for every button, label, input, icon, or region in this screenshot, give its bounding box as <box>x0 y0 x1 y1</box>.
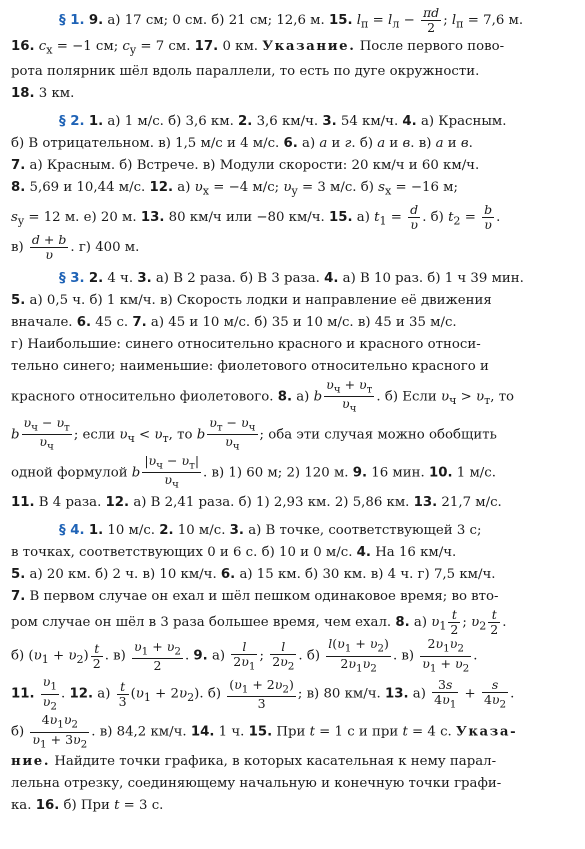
section-1-line-4: 18. 3 км. <box>11 86 75 102</box>
section-2-line-6: в) $\frac{d + b}{\upsilon}$ . г) 400 м. <box>11 232 140 262</box>
section-4-line-4: 7. В первом случае он ехал и шёл пешком одинаковое время; во вто- <box>11 588 499 604</box>
section-2-line-2: б) В отрицательном. в) 1,5 м/с и 4 м/с. 6. а) а и г. б) а и в. в) а и в. <box>11 136 473 152</box>
section-1-line-1: § 1. 9. а) 17 см; 0 см. б) 21 см; 12,6 м. 15. $l_п = l_л$ − $\frac{\pi d}{2}$ ; $l_п = 7,6$ м. <box>59 6 524 35</box>
section-3-line-5: тельно синего; наименьшие: фиолетового относительно красного и <box>11 358 489 374</box>
section-2-line-1: § 2. 1. а) 1 м/с. б) 3,6 км. 2. 3,6 км/ч. 3. 54 км/ч. 4. а) Красным. <box>59 114 507 130</box>
section-1-line-2: 16. $c_x = -1$ см; $c_y = 7$ см. 17. 0 км. Указание. После первого пово- <box>11 38 505 57</box>
section-3-line-9: 11. В 4 раза. 12. а) В 2,41 раза. б) 1) 2,93 км. 2) 5,86 км. 13. 21,7 м/с. <box>11 494 502 510</box>
section-2-line-3: 7. а) Красным. б) Встрече. в) Модули скорости: 20 км/ч и 60 км/ч. <box>11 158 480 174</box>
section-4-line-6: б) $(\upsilon_1 + \upsilon_2)$ $\frac{t}{2}$ . в) $\frac{\upsilon_1 + \upsilon_2}{2}$ . 9. а) $\frac{l}{2\upsilon_1}$ ; $\frac{l}{2\upsilon_2}$ . б) $\frac{l(\upsilon_1 + \upsilon_2)}{2\upsilon_1\upsilon_2}$ . в) $\frac{2\upsilon_1\upsilon_2}{\upsilon_1 + \upsilon_2}$ . <box>11 637 478 675</box>
section-4 <box>11 520 574 818</box>
section-4-line-3: 5. а) 20 км. б) 2 ч. в) 10 км/ч. 6. а) 15 км. б) 30 км. в) 4 ч. г) 7,5 км/ч. <box>11 566 496 582</box>
section-1 <box>11 6 574 105</box>
section-2-line-4: 8. 5,69 и 10,44 м/с. 12. а) $\upsilon_x = -4$ м/с; $\upsilon_y = 3$ м/с. б) $s_x = -16$ м; <box>11 180 458 198</box>
section-3-line-1: § 3. 2. 4 ч. 3. а) В 2 раза. б) В 3 раза. 4. а) В 10 раз. б) 1 ч 39 мин. <box>59 270 524 286</box>
section-4-line-8: б) $\frac{4\upsilon_1\upsilon_2}{\upsilon_1 + 3\upsilon_2}$ . в) 84,2 км/ч. 14. 1 ч. 15. При t = 1 с и при t = 4 с. Указа- <box>11 713 518 751</box>
section-3-line-2: 5. а) 0,5 ч. б) 1 км/ч. в) Скорость лодки и направление её движения <box>11 292 492 308</box>
section-2-line-5: $s_y = 12$ м. е) 20 м. 13. 80 км/ч или −80 км/ч. 15. а) $t_1$ = $\frac{d}{\upsilon}$ . б) $t_2$ = $\frac{b}{\upsilon}$ . <box>11 202 501 232</box>
section-4-line-10: лельна отрезку, соединяющему начальную и конечную точки графи- <box>11 776 502 792</box>
section-3-line-8: одной формулой b $\frac{|\upsilon_ч - \upsilon_т|}{\upsilon_ч}$ . в) 1) 60 м; 2) 120 м. 9. 16 мин. 10. 1 м/с. <box>11 453 496 491</box>
section-4-line-11: ка. 16. б) При t = 3 с. <box>11 798 164 814</box>
section-3-line-7: b $\frac{\upsilon_ч - \upsilon_т}{\upsilon_ч}$ ; если $\upsilon_ч < \upsilon_т$, то b $\frac{\upsilon_т - \upsilon_ч}{\upsilon_ч}$ ; оба эти случая можно обобщить <box>11 415 497 453</box>
section-3 <box>11 268 574 514</box>
section-4-line-2: в точках, соответствующих 0 и 6 с. б) 10 и 0 м/с. 4. На 16 км/ч. <box>11 544 457 560</box>
section-4-line-9: ние. Найдите точки графика, в которых касательная к нему парал- <box>11 754 497 770</box>
section-3-line-3: вначале. 6. 45 с. 7. а) 45 и 10 м/с. б) 35 и 10 м/с. в) 45 и 35 м/с. <box>11 314 457 330</box>
section-1-line-3: рота полярник шёл вдоль параллели, то есть по дуге окружности. <box>11 64 480 80</box>
section-4-line-7: 11. $\frac{\upsilon_1}{\upsilon_2}$ . 12. а) $\frac{t}{3}$ $(\upsilon_1 + 2\upsilon_2)$. б) $\frac{(\upsilon_1 + 2\upsilon_2)}{3}$ ; в) 80 км/ч. 13. а) $\frac{3s}{4\upsilon_1}$ + $\frac{s}{4\upsilon_2}$ . <box>11 675 515 713</box>
section-3-line-6: красного относительно фиолетового. 8. а) b $\frac{\upsilon_ч + \upsilon_т}{\upsilon_ч}$ . б) Если $\upsilon_ч > \upsilon_т$, то <box>11 377 515 415</box>
section-2 <box>11 111 574 261</box>
section-3-line-4: г) Наибольшие: синего относительно красного и красного относи- <box>11 336 481 352</box>
section-4-line-1: § 4. 1. 10 м/с. 2. 10 м/с. 3. а) В точке, соответствующей 3 с; <box>59 522 482 538</box>
section-4-line-5: ром случае он шёл в 3 раза большее время, чем ехал. 8. а) $\upsilon_1$ $\frac{t}{2}$ ; $\upsilon_2$ $\frac{t}{2}$ . <box>11 607 507 637</box>
